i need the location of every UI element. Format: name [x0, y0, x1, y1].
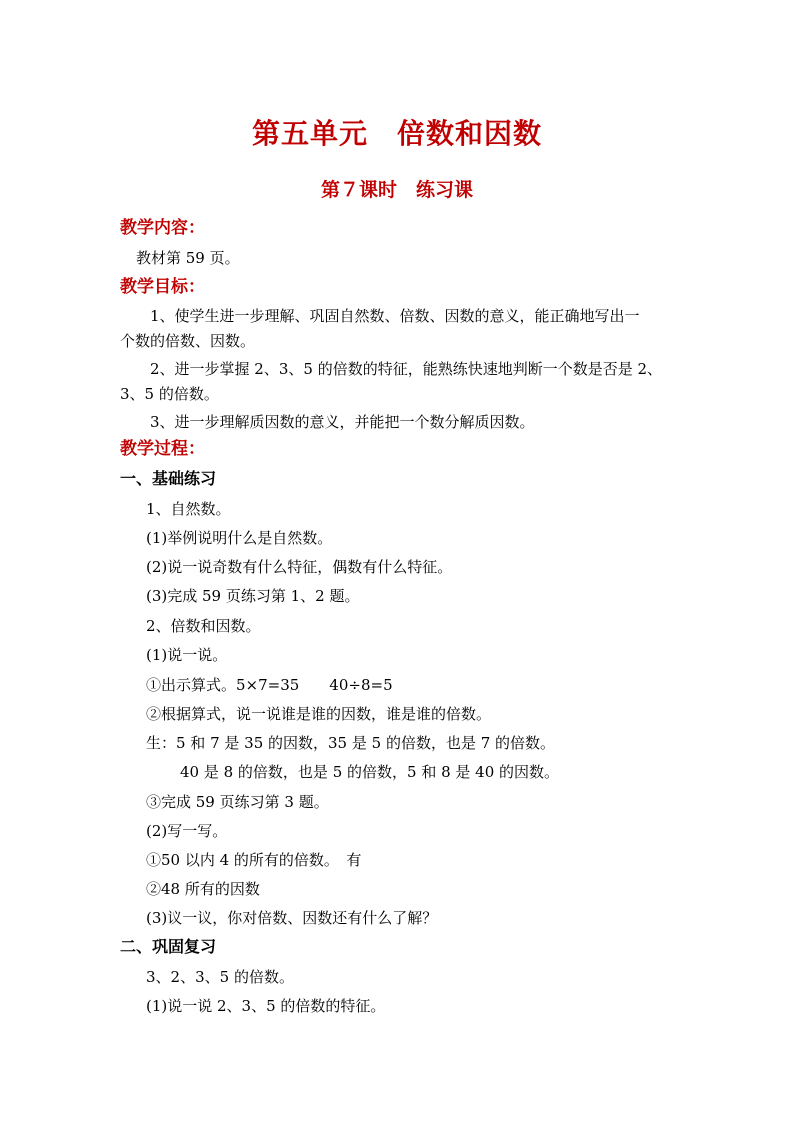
item-multiples-of-4: ①50 以内 4 的所有的倍数。 有: [146, 851, 362, 869]
student-answer-1: 生：5 和 7 是 35 的因数，35 是 5 的倍数，也是 7 的倍数。: [146, 734, 556, 752]
goal-3: 3、进一步理解质因数的意义，并能把一个数分解质因数。: [150, 413, 535, 431]
item-1-2: (2)说一说奇数有什么特征，偶数有什么特征。: [146, 558, 453, 576]
item-multiples-235: 3、2、3、5 的倍数。: [146, 968, 294, 986]
item-natural-numbers: 1、自然数。: [146, 500, 231, 518]
item-2-2: (2)写一写。: [146, 822, 228, 840]
item-factors-of-48: ②48 所有的因数: [146, 880, 260, 898]
item-2-1: (1)说一说。: [146, 646, 228, 664]
item-equations: ①出示算式。5×7=35 40÷8=5: [146, 676, 393, 694]
item-exercise-3: ③完成 59 页练习第 3 题。: [146, 793, 329, 811]
item-2-3: (3)议一议，你对倍数、因数还有什么了解？: [146, 909, 438, 927]
goal-2-line-1: 2、进一步掌握 2、3、5 的倍数的特征，能熟练快速地判断一个数是否是 2、: [150, 360, 663, 378]
goal-1-line-1: 1、使学生进一步理解、巩固自然数、倍数、因数的意义，能正确地写出一: [150, 307, 640, 325]
page-subtitle: 第７课时 练习课: [320, 179, 473, 201]
goals-heading: 教学目标：: [120, 277, 205, 297]
item-3-1: (1)说一说 2、3、5 的倍数的特征。: [146, 997, 386, 1015]
page-title: 第五单元 倍数和因数: [251, 117, 542, 150]
part-2-heading: 二、巩固复习: [120, 937, 217, 956]
item-1-3: (3)完成 59 页练习第 1、2 题。: [146, 587, 360, 605]
content-heading: 教学内容：: [120, 218, 205, 238]
item-multiples-factors: 2、倍数和因数。: [146, 617, 261, 635]
item-1-1: (1)举例说明什么是自然数。: [146, 529, 333, 547]
goal-1-line-2: 个数的倍数、因数。: [120, 332, 256, 350]
item-discuss: ②根据算式，说一说谁是谁的因数，谁是谁的倍数。: [146, 705, 492, 723]
student-answer-2: 40 是 8 的倍数，也是 5 的倍数，5 和 8 是 40 的因数。: [180, 763, 560, 781]
process-heading: 教学过程：: [120, 439, 205, 459]
part-1-heading: 一、基础练习: [120, 469, 217, 488]
content-text: 教材第 59 页。: [136, 249, 240, 267]
goal-2-line-2: 3、5 的倍数。: [120, 385, 219, 403]
